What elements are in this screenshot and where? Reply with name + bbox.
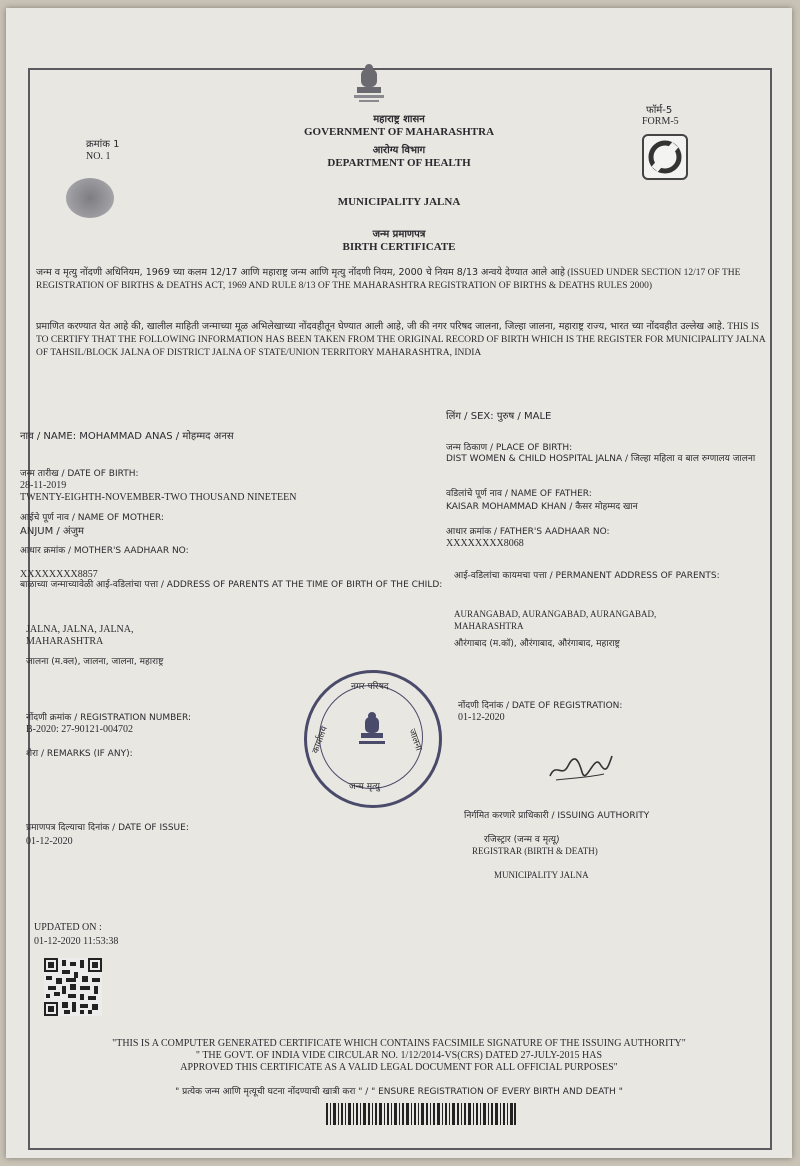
certify-hindi: प्रमाणित करण्यात येत आहे की, खालील माहिती जन्माच्या मूळ अभिलेखाच्या नोंदवहीतून घेण्यात आली आहे, जी की नगर परिषद जालना, जिल्हा जालना, महाराष्ट्र राज्य, भारत च्या नोंदवहीत उल्लेख आहे. — [36, 321, 725, 332]
place-of-birth-label: जन्म ठिकाण / PLACE OF BIRTH: — [446, 443, 573, 453]
remarks-label: शेरा / REMARKS (IF ANY): — [26, 749, 133, 759]
stamp-emblem-icon — [357, 711, 387, 751]
date-of-registration-label: नोंदणी दिनांक / DATE OF REGISTRATION: — [458, 701, 623, 711]
dob-value: 28-11-2019 — [20, 480, 67, 491]
footer-line-3: APPROVED THIS CERTIFICATE AS A VALID LEGAL DOCUMENT FOR ALL OFFICIAL PURPOSES" — [180, 1062, 618, 1073]
signature-icon — [546, 748, 616, 788]
name-label: नाव / NAME: — [20, 431, 77, 442]
permanent-address-hindi: औरंगाबाद (म.कॉ), औरंगाबाद, औरंगाबाद, महाराष्ट्र — [454, 639, 620, 649]
certificate-paper — [6, 8, 792, 1158]
dob-words: TWENTY-EIGHTH-NOVEMBER-TWO THOUSAND NINETEEN — [20, 492, 297, 503]
sex-value: पुरुष / MALE — [496, 411, 552, 422]
updated-label: UPDATED ON : — [34, 922, 102, 933]
father-value: KAISAR MOHAMMAD KHAN / कैसर मोहम्मद खान — [446, 502, 638, 512]
registrar-title: REGISTRAR (BIRTH & DEATH) — [472, 846, 598, 856]
title-hindi: जन्म प्रमाणपत्र — [372, 229, 426, 240]
date-of-registration-value: 01-12-2020 — [458, 712, 505, 723]
name-value: MOHAMMAD ANAS / मोहम्मद अनस — [79, 431, 234, 442]
footer-slogan: " प्रत्येक जन्म आणि मृत्यूची घटना नोंदण्याची खात्री करा " / " ENSURE REGISTRATION OF EVERY BIRTH AND DEATH " — [175, 1087, 623, 1097]
registrar-hindi: रजिस्ट्रार (जन्म व मृत्यू) — [484, 835, 560, 845]
permanent-address-label: आई-वडिलांचा कायमचा पत्ता / PERMANENT ADDRESS OF PARENTS: — [454, 571, 720, 581]
stamp-top-text: नगर परिषद — [351, 682, 389, 692]
father-aadhaar-label: आधार क्रमांक / FATHER'S AADHAAR NO: — [446, 527, 610, 537]
issued-english: (ISSUED UNDER SECTION 12/17 OF THE REGISTRATION OF BIRTHS & DEATHS ACT, 1969 AND RULE 8/13 OF THE MAHARASHTRA REGISTRATION OF BIRTHS & DEATHS RULES 2000) — [36, 268, 741, 291]
issued-under-text — [36, 266, 766, 293]
issuing-authority-label: निर्गमित करणारे प्राधिकारी / ISSUING AUTHORITY — [464, 811, 650, 821]
updated-value: 01-12-2020 11:53:38 — [34, 936, 119, 947]
dept-hindi: आरोग्य विभाग — [372, 145, 426, 156]
certify-text — [36, 320, 766, 360]
sex-field — [446, 408, 551, 422]
qr-code-icon — [44, 958, 102, 1016]
certify-english: THIS IS TO CERTIFY THAT THE FOLLOWING INFORMATION HAS BEEN TAKEN FROM THE ORIGINAL RECORD OF BIRTH WHICH IS THE REGISTER FOR MUNICIPALITY JALNA OF TAHSIL/BLOCK JALNA OF DISTRICT JALNA OF STATE/UNION TERRITORY MAHARASHTRA, INDIA — [36, 322, 766, 358]
date-of-issue-label: प्रमाणपत्र दिल्याचा दिनांक / DATE OF ISSUE: — [26, 823, 189, 833]
govt-name: GOVERNMENT OF MAHARASHTRA — [303, 126, 495, 138]
sex-label: लिंग / SEX: — [446, 411, 494, 422]
name-field — [20, 428, 234, 442]
form-hindi: फॉर्म-5 — [646, 105, 673, 116]
official-stamp — [304, 670, 442, 808]
serial-hindi: क्रमांक 1 — [86, 139, 120, 150]
form-logo-icon — [642, 134, 688, 180]
place-of-birth-value: DIST WOMEN & CHILD HOSPITAL JALNA / जिल्हा महिला व बाल रुग्णालय जालना — [446, 454, 756, 464]
municipality-name: MUNICIPALITY JALNA — [337, 196, 461, 208]
stamp-bottom-text: जन्म मृत्यु — [349, 782, 380, 792]
mother-aadhaar-value: XXXXXXXX8857 — [20, 569, 98, 580]
stamp-left-text: कार्यालय — [310, 725, 330, 755]
father-aadhaar-value: XXXXXXXX8068 — [446, 538, 524, 549]
issued-hindi: जन्म व मृत्यु नोंदणी अधिनियम, 1969 च्या कलम 12/17 आणि महाराष्ट्र जन्म आणि मृत्यु नोंदणी नियम, 2000 चे नियम 8/13 अन्वये देण्यात आले आहे — [36, 267, 565, 278]
father-label: वडिलांचे पूर्ण नाव / NAME OF FATHER: — [446, 489, 592, 499]
dob-label: जन्म तारीख / DATE OF BIRTH: — [20, 469, 139, 479]
govt-hindi: महाराष्ट्र शासन — [373, 114, 425, 125]
date-of-issue-value: 01-12-2020 — [26, 836, 73, 847]
registration-number-value: B-2020: 27-90121-004702 — [26, 724, 133, 735]
certificate-title: BIRTH CERTIFICATE — [342, 241, 456, 253]
dept-name: DEPARTMENT OF HEALTH — [327, 157, 471, 169]
address-at-birth-label: बाळाच्या जन्माच्यावेळी आई-वडिलांचा पत्ता / ADDRESS OF PARENTS AT THE TIME OF BIRTH OF THE CHILD: — [20, 580, 443, 590]
mother-aadhaar-label: आधार क्रमांक / MOTHER'S AADHAAR NO: — [20, 546, 189, 556]
mother-value: ANJUM / अंजुम — [20, 526, 84, 537]
registration-number-label: नोंदणी क्रमांक / REGISTRATION NUMBER: — [26, 713, 192, 723]
address-at-birth-value: JALNA, JALNA, JALNA, MAHARASHTRA — [26, 624, 134, 647]
mother-label: आईचे पूर्ण नाव / NAME OF MOTHER: — [20, 513, 164, 523]
permanent-address-value: AURANGABAD, AURANGABAD, AURANGABAD, MAHARASHTRA — [454, 609, 657, 631]
serial-number: NO. 1 — [86, 151, 111, 162]
form-number: FORM-5 — [642, 116, 679, 127]
barcode-icon — [326, 1103, 516, 1125]
footer-line-2: " THE GOVT. OF INDIA VIDE CIRCULAR NO. 1/12/2014-VS(CRS) DATED 27-JULY-2015 HAS — [195, 1050, 603, 1061]
stamp-right-text: जालना — [406, 727, 424, 753]
issuing-authority-place: MUNICIPALITY JALNA — [494, 870, 589, 880]
state-emblem-icon — [351, 63, 387, 105]
address-at-birth-hindi: जालना (म.क्ल), जालना, जालना, महाराष्ट्र — [26, 657, 164, 667]
footer-line-1: "THIS IS A COMPUTER GENERATED CERTIFICATE WHICH CONTAINS FACSIMILE SIGNATURE OF THE ISSUING AUTHORITY" — [112, 1038, 686, 1049]
